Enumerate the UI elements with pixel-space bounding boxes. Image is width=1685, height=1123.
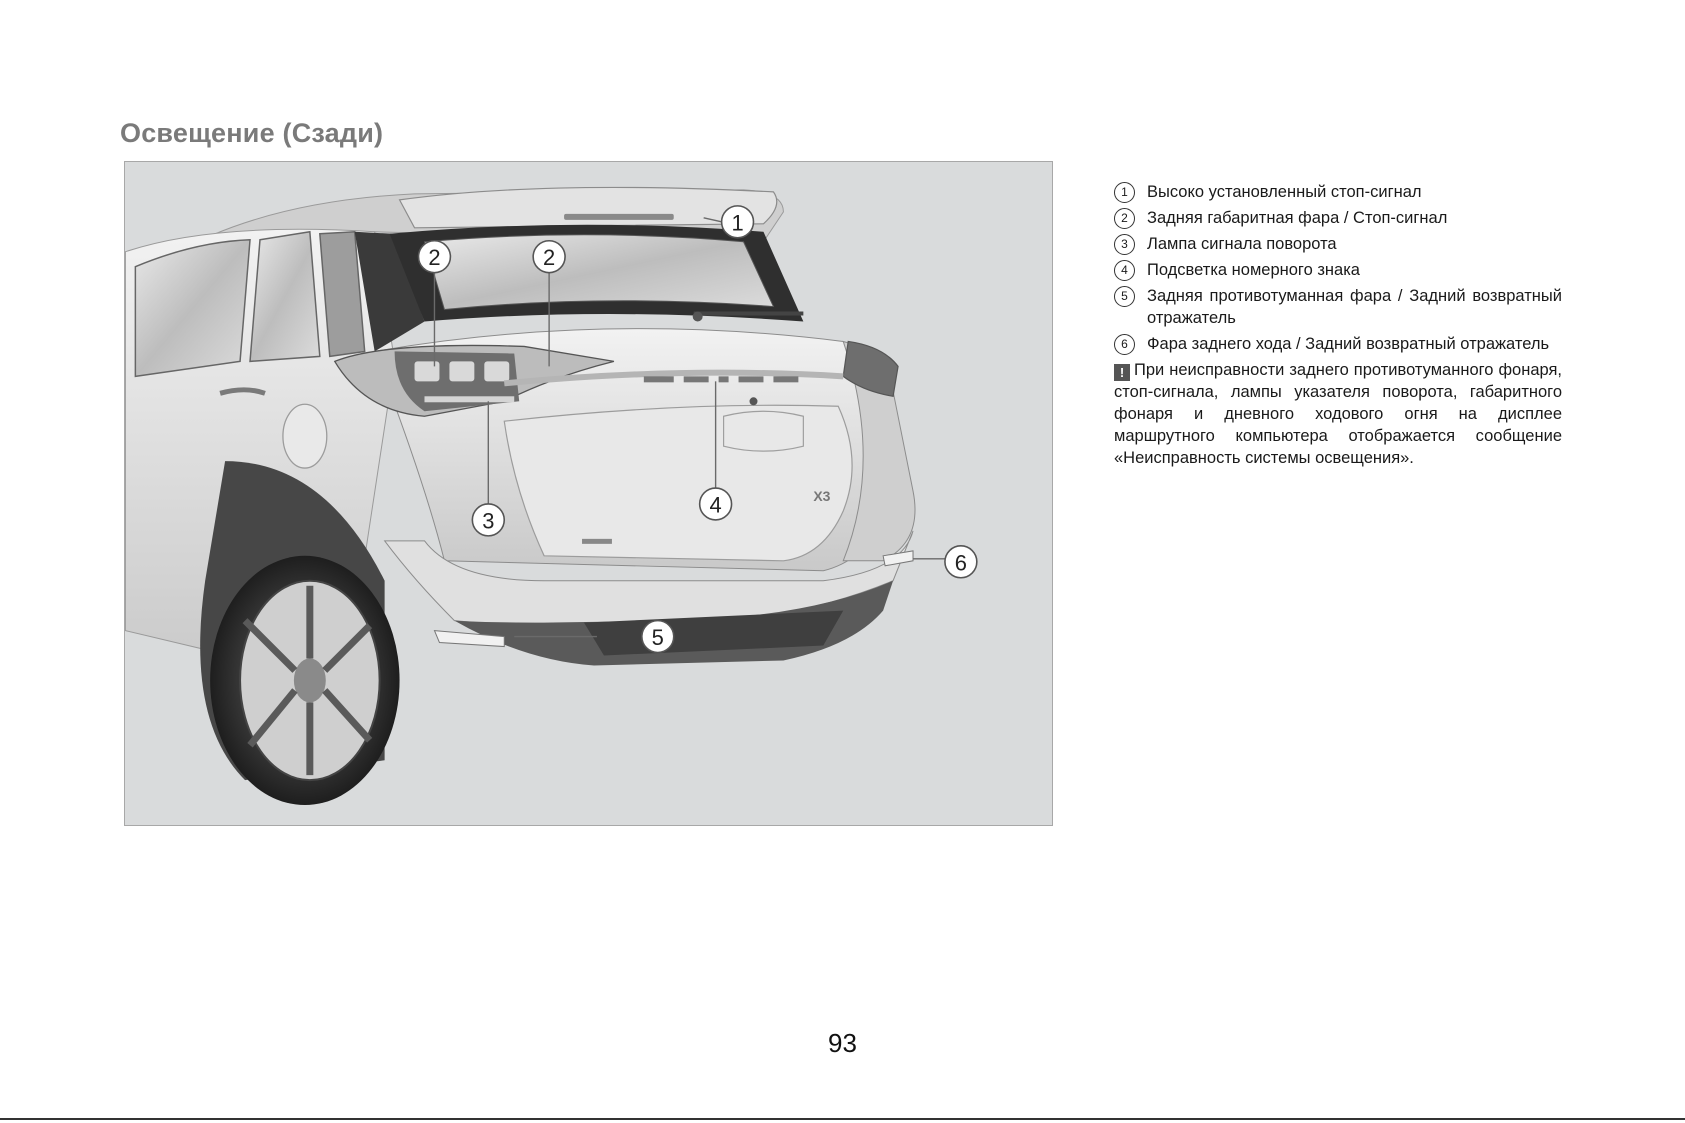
svg-text:3: 3 <box>482 508 495 534</box>
legend-item <box>1114 259 1562 281</box>
callout-4 <box>700 488 732 520</box>
svg-text:2: 2 <box>428 245 441 271</box>
callout-2-right <box>533 241 565 273</box>
model-badge: X3 <box>813 487 831 504</box>
legend-text: Фара заднего хода / Задний возвратный отражатель <box>1147 335 1550 353</box>
callout-6 <box>945 546 977 578</box>
callout-3 <box>472 504 504 536</box>
legend-item <box>1114 207 1562 229</box>
legend-number: 2 <box>1114 208 1135 229</box>
legend-item <box>1114 233 1562 255</box>
svg-text:1: 1 <box>731 210 744 236</box>
legend-text: Лампа сигнала поворота <box>1147 235 1337 253</box>
car-rear-drawing <box>125 162 1052 825</box>
callout-2-left <box>419 241 451 273</box>
legend-item <box>1114 285 1562 329</box>
legend-number: 4 <box>1114 260 1135 281</box>
svg-text:6: 6 <box>954 550 967 576</box>
legend-number: 5 <box>1114 286 1135 307</box>
legend-text: Задняя противотуманная фара / Задний возвратный отражатель <box>1147 287 1562 327</box>
page-title: Освещение (Сзади) <box>120 118 384 148</box>
warning-note <box>1114 359 1562 469</box>
svg-text:5: 5 <box>651 625 664 651</box>
svg-text:4: 4 <box>709 492 722 518</box>
legend-item <box>1114 333 1562 355</box>
legend-number: 1 <box>1114 182 1135 203</box>
legend-text: Подсветка номерного знака <box>1147 261 1360 279</box>
legend-number: 3 <box>1114 234 1135 255</box>
legend-number: 6 <box>1114 334 1135 355</box>
warning-note-text: При неисправности заднего противотуманного фонаря, стоп-сигнала, лампы указателя поворота, габаритного фонаря и дневного ходового огня на дисплее маршрутного компьютера отображается сообщение «Неисправность системы освещения». <box>1114 361 1562 467</box>
bottom-divider <box>0 1118 1685 1120</box>
beijing-badge <box>644 376 799 382</box>
legend-text: Задняя габаритная фара / Стоп-сигнал <box>1147 209 1448 227</box>
legend-text: Высоко установленный стоп-сигнал <box>1147 183 1422 201</box>
svg-text:2: 2 <box>543 245 556 271</box>
rear-lighting-illustration <box>124 161 1053 826</box>
page-number: 93 <box>828 1028 857 1058</box>
warning-icon: ! <box>1114 364 1130 381</box>
callout-1 <box>722 206 754 238</box>
callout-5 <box>642 621 674 653</box>
legend-item <box>1114 181 1562 203</box>
legend <box>1114 181 1562 469</box>
